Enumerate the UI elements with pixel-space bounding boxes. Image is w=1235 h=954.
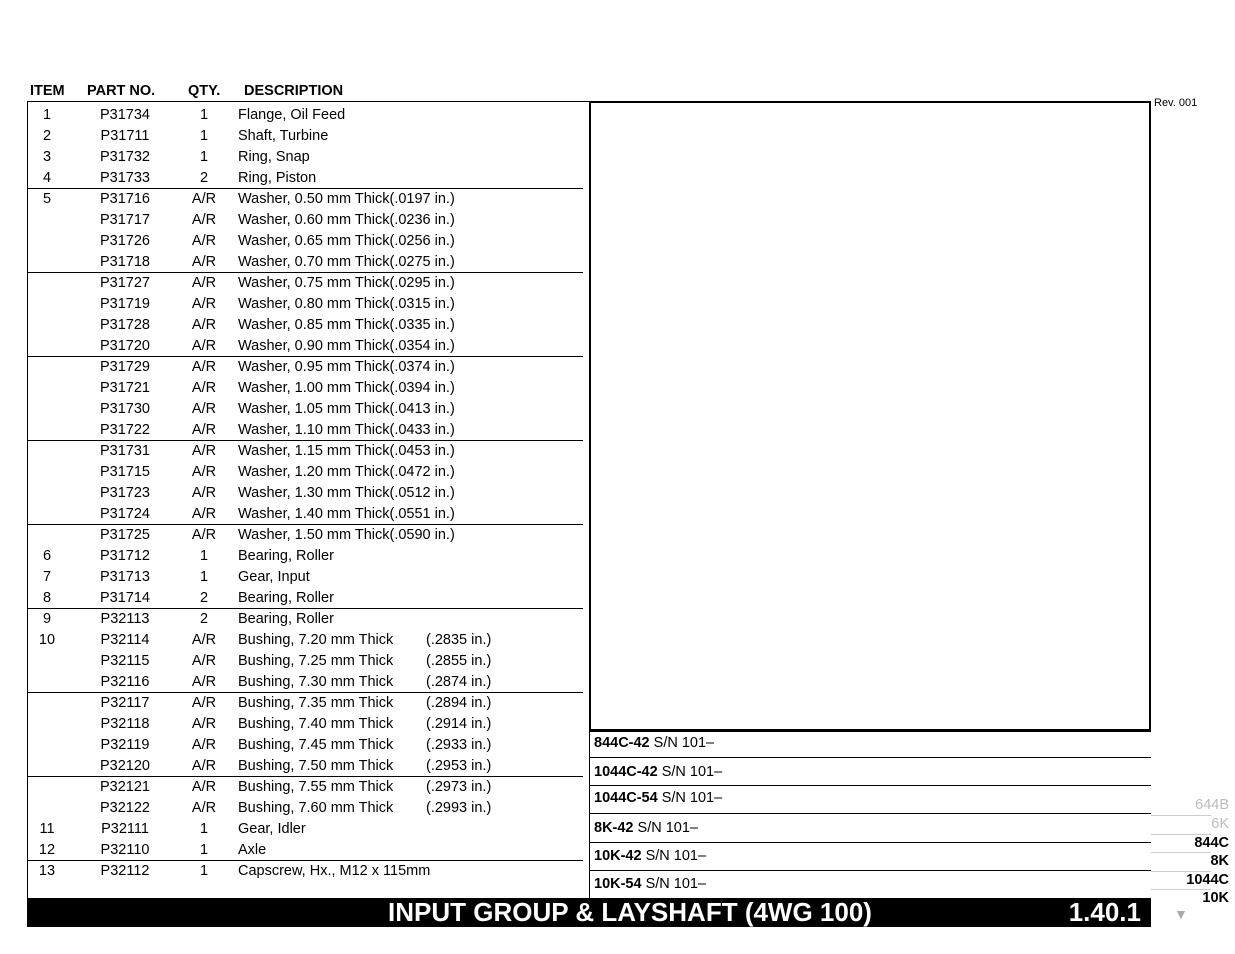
cell-part: P31711 [100, 128, 150, 144]
cell-qty: A/R [191, 674, 217, 690]
side-divider [1151, 834, 1211, 835]
side-model-10k[interactable]: 10K [1202, 890, 1229, 906]
cell-qty: A/R [191, 380, 217, 396]
side-model-844c[interactable]: 844C [1194, 835, 1229, 851]
model-divider [590, 813, 1151, 814]
group-divider [28, 272, 583, 273]
cell-item: 6 [42, 548, 52, 564]
cell-desc: Washer, 0.95 mm Thick(.0374 in.) [238, 359, 455, 375]
table-row [28, 714, 583, 735]
cell-part: P31725 [100, 527, 150, 543]
table-row [28, 672, 583, 693]
table-row [28, 294, 583, 315]
cell-desc: Ring, Snap [238, 149, 310, 165]
model-code: 1044C-42 [594, 764, 658, 780]
cell-desc: Washer, 0.70 mm Thick(.0275 in.) [238, 254, 455, 270]
cell-desc: Gear, Idler [238, 821, 306, 837]
revision-label: Rev. 001 [1154, 97, 1198, 109]
serial-range: S/N 101– [645, 848, 707, 864]
cell-part: P31721 [100, 380, 150, 396]
model-entry [594, 764, 722, 780]
cell-part: P31728 [100, 317, 150, 333]
table-row [28, 819, 583, 840]
side-model-1044c[interactable]: 1044C [1186, 872, 1229, 888]
cell-part: P31732 [100, 149, 150, 165]
cell-qty: A/R [191, 779, 217, 795]
side-model-6k[interactable]: 6K [1211, 816, 1229, 832]
cell-qty: 1 [199, 548, 209, 564]
cell-desc: Capscrew, Hx., M12 x 115mm [238, 863, 431, 879]
serial-range: S/N 101– [637, 820, 698, 836]
cell-qty: A/R [191, 443, 217, 459]
cell-extra: (.2973 in.) [426, 779, 492, 795]
cell-extra: (.2914 in.) [426, 716, 492, 732]
model-divider [590, 785, 1151, 786]
cell-item: 10 [38, 632, 56, 648]
serial-range: S/N 101– [661, 790, 723, 806]
cell-desc: Washer, 1.30 mm Thick(.0512 in.) [238, 485, 455, 501]
cell-qty: A/R [191, 632, 217, 648]
cell-part: P32112 [100, 863, 150, 879]
cell-item: 4 [42, 170, 52, 186]
cell-qty: A/R [191, 338, 217, 354]
cell-qty: A/R [191, 758, 217, 774]
cell-part: P31726 [100, 233, 150, 249]
cell-desc: Washer, 1.05 mm Thick(.0413 in.) [238, 401, 455, 417]
group-divider [28, 860, 583, 861]
cell-desc: Washer, 0.90 mm Thick(.0354 in.) [238, 338, 455, 354]
cell-qty: 1 [199, 842, 209, 858]
table-row [28, 588, 583, 609]
serial-range: S/N 101– [645, 876, 707, 892]
cell-qty: 2 [199, 611, 209, 627]
side-model-644b[interactable]: 644B [1195, 797, 1229, 813]
illustration-area [589, 101, 1151, 729]
table-row [28, 861, 583, 882]
cell-part: P31717 [100, 212, 150, 228]
table-row [28, 357, 583, 378]
cell-part: P31715 [100, 464, 150, 480]
table-row [28, 273, 583, 294]
parts-table [27, 101, 589, 898]
cell-part: P31729 [100, 359, 150, 375]
cell-qty: 1 [199, 107, 209, 123]
cell-extra: (.2953 in.) [426, 758, 492, 774]
group-divider [28, 776, 583, 777]
table-row [28, 735, 583, 756]
cell-extra: (.2835 in.) [426, 632, 492, 648]
cell-desc: Washer, 1.20 mm Thick(.0472 in.) [238, 464, 455, 480]
model-list [589, 729, 1151, 898]
cell-part: P32117 [100, 695, 150, 711]
model-entry [594, 790, 722, 806]
cell-item: 13 [38, 863, 56, 879]
table-row [28, 336, 583, 357]
side-divider [1151, 871, 1211, 872]
cell-desc: Bearing, Roller [238, 590, 334, 606]
cell-qty: A/R [191, 254, 217, 270]
table-row [28, 420, 583, 441]
cell-qty: A/R [191, 401, 217, 417]
group-divider [28, 188, 583, 189]
cell-qty: A/R [191, 737, 217, 753]
table-row [28, 189, 583, 210]
cell-part: P31731 [100, 443, 150, 459]
serial-range: S/N 101– [661, 764, 723, 780]
cell-qty: A/R [191, 653, 217, 669]
cell-part: P32118 [100, 716, 150, 732]
cell-desc: Bushing, 7.40 mm Thick [238, 716, 394, 732]
table-row [28, 126, 583, 147]
cell-desc: Bearing, Roller [238, 611, 334, 627]
cell-part: P31727 [100, 275, 150, 291]
cell-qty: 1 [199, 128, 209, 144]
cell-desc: Washer, 0.65 mm Thick(.0256 in.) [238, 233, 455, 249]
cell-qty: A/R [191, 464, 217, 480]
cell-qty: A/R [191, 359, 217, 375]
cell-desc: Bushing, 7.30 mm Thick [238, 674, 394, 690]
section-number: 1.40.1 [1068, 897, 1141, 927]
cell-desc: Gear, Input [238, 569, 310, 585]
cell-qty: A/R [191, 317, 217, 333]
cell-desc: Washer, 1.15 mm Thick(.0453 in.) [238, 443, 455, 459]
title-bar [27, 898, 1151, 927]
side-divider [1151, 852, 1211, 853]
table-row [28, 105, 583, 126]
table-row [28, 399, 583, 420]
table-row [28, 777, 583, 798]
cell-item: 3 [42, 149, 52, 165]
table-row [28, 210, 583, 231]
model-entry [594, 820, 698, 836]
cell-part: P32121 [100, 779, 150, 795]
cell-desc: Ring, Piston [238, 170, 317, 186]
model-code: 1044C-54 [594, 790, 658, 806]
table-row [28, 441, 583, 462]
cell-qty: A/R [191, 506, 217, 522]
cell-qty: 2 [199, 170, 209, 186]
cell-desc: Bushing, 7.55 mm Thick [238, 779, 394, 795]
cell-qty: 2 [199, 590, 209, 606]
table-row [28, 840, 583, 861]
cell-part: P32122 [100, 800, 150, 816]
cell-qty: A/R [191, 212, 217, 228]
cell-item: 11 [39, 821, 55, 837]
cell-item: 7 [42, 569, 52, 585]
cell-extra: (.2855 in.) [426, 653, 492, 669]
cell-qty: A/R [191, 485, 217, 501]
cell-desc: Bushing, 7.20 mm Thick [238, 632, 394, 648]
cell-item: 12 [38, 842, 56, 858]
cell-desc: Flange, Oil Feed [238, 107, 346, 123]
header-description: DESCRIPTION [244, 83, 344, 99]
cell-part: P31719 [100, 296, 150, 312]
table-row [28, 609, 583, 630]
cell-extra: (.2933 in.) [426, 737, 492, 753]
header-part: PART NO. [87, 83, 156, 99]
table-row [28, 756, 583, 777]
cell-item: 5 [42, 191, 52, 207]
cell-item: 2 [42, 128, 52, 144]
cell-desc: Washer, 0.80 mm Thick(.0315 in.) [238, 296, 455, 312]
cell-part: P31720 [100, 338, 150, 354]
cell-part: P31724 [100, 506, 150, 522]
cell-qty: A/R [191, 233, 217, 249]
table-row [28, 504, 583, 525]
cell-qty: A/R [191, 716, 217, 732]
cell-part: P31716 [100, 191, 150, 207]
model-entry [594, 876, 706, 892]
table-row [28, 525, 583, 546]
down-triangle-icon: ▼ [1174, 906, 1188, 922]
cell-part: P32116 [100, 674, 150, 690]
cell-part: P31712 [100, 548, 150, 564]
cell-part: P31718 [100, 254, 150, 270]
cell-part: P32114 [100, 632, 150, 648]
cell-qty: 1 [199, 149, 209, 165]
table-row [28, 462, 583, 483]
cell-desc: Shaft, Turbine [238, 128, 329, 144]
table-row [28, 651, 583, 672]
cell-desc: Bushing, 7.60 mm Thick [238, 800, 394, 816]
group-divider [28, 524, 583, 525]
cell-desc: Bearing, Roller [238, 548, 334, 564]
cell-qty: A/R [191, 527, 217, 543]
group-divider [28, 692, 583, 693]
cell-part: P31713 [100, 569, 150, 585]
cell-part: P32119 [100, 737, 150, 753]
cell-desc: Bushing, 7.25 mm Thick [238, 653, 394, 669]
cell-desc: Bushing, 7.45 mm Thick [238, 737, 394, 753]
cell-item: 1 [42, 107, 52, 123]
cell-desc: Bushing, 7.35 mm Thick [238, 695, 394, 711]
cell-qty: 1 [199, 569, 209, 585]
cell-desc: Bushing, 7.50 mm Thick [238, 758, 394, 774]
model-entry [594, 848, 706, 864]
serial-range: S/N 101– [653, 735, 715, 751]
table-row [28, 798, 583, 819]
cell-extra: (.2993 in.) [426, 800, 492, 816]
cell-qty: A/R [191, 800, 217, 816]
side-divider [1151, 815, 1211, 816]
cell-qty: A/R [191, 296, 217, 312]
cell-desc: Washer, 0.85 mm Thick(.0335 in.) [238, 317, 455, 333]
cell-part: P32113 [100, 611, 150, 627]
group-divider [28, 440, 583, 441]
cell-part: P31714 [100, 590, 150, 606]
table-row [28, 315, 583, 336]
table-row [28, 252, 583, 273]
side-divider [1151, 889, 1211, 890]
cell-desc: Washer, 0.60 mm Thick(.0236 in.) [238, 212, 455, 228]
cell-desc: Washer, 0.50 mm Thick(.0197 in.) [238, 191, 455, 207]
cell-desc: Washer, 1.50 mm Thick(.0590 in.) [238, 527, 455, 543]
table-row [28, 483, 583, 504]
table-row [28, 693, 583, 714]
table-row [28, 630, 583, 651]
table-row [28, 147, 583, 168]
page-title: INPUT GROUP & LAYSHAFT (4WG 100) [388, 897, 872, 927]
model-divider [590, 870, 1151, 871]
cell-qty: 1 [199, 863, 209, 879]
cell-part: P32110 [100, 842, 150, 858]
cell-item: 9 [42, 611, 52, 627]
model-divider [590, 757, 1151, 758]
cell-qty: A/R [191, 191, 217, 207]
cell-desc: Washer, 1.40 mm Thick(.0551 in.) [238, 506, 455, 522]
side-model-8k[interactable]: 8K [1210, 853, 1229, 869]
model-code: 10K-42 [594, 848, 642, 864]
cell-desc: Washer, 1.10 mm Thick(.0433 in.) [238, 422, 455, 438]
cell-desc: Washer, 0.75 mm Thick(.0295 in.) [238, 275, 455, 291]
cell-qty: A/R [191, 695, 217, 711]
cell-part: P31730 [100, 401, 150, 417]
table-row [28, 168, 583, 189]
cell-extra: (.2874 in.) [426, 674, 492, 690]
cell-part: P31723 [100, 485, 150, 501]
model-code: 8K-42 [594, 820, 634, 836]
cell-qty: A/R [191, 422, 217, 438]
header-qty: QTY. [188, 83, 221, 99]
cell-part: P31734 [100, 107, 150, 123]
cell-qty: 1 [199, 821, 209, 837]
cell-desc: Axle [238, 842, 267, 858]
group-divider [28, 608, 583, 609]
group-divider [28, 356, 583, 357]
cell-part: P31722 [100, 422, 150, 438]
cell-extra: (.2894 in.) [426, 695, 492, 711]
cell-part: P31733 [100, 170, 150, 186]
header-item: ITEM [30, 83, 65, 99]
table-row [28, 567, 583, 588]
model-code: 844C-42 [594, 735, 650, 751]
cell-qty: A/R [191, 275, 217, 291]
table-row [28, 546, 583, 567]
cell-desc: Washer, 1.00 mm Thick(.0394 in.) [238, 380, 455, 396]
cell-part: P32115 [100, 653, 150, 669]
model-entry [594, 735, 714, 751]
cell-part: P32120 [100, 758, 150, 774]
model-code: 10K-54 [594, 876, 642, 892]
cell-item: 8 [42, 590, 52, 606]
table-row [28, 231, 583, 252]
table-row [28, 378, 583, 399]
model-divider [590, 842, 1151, 843]
cell-part: P32111 [101, 821, 149, 837]
